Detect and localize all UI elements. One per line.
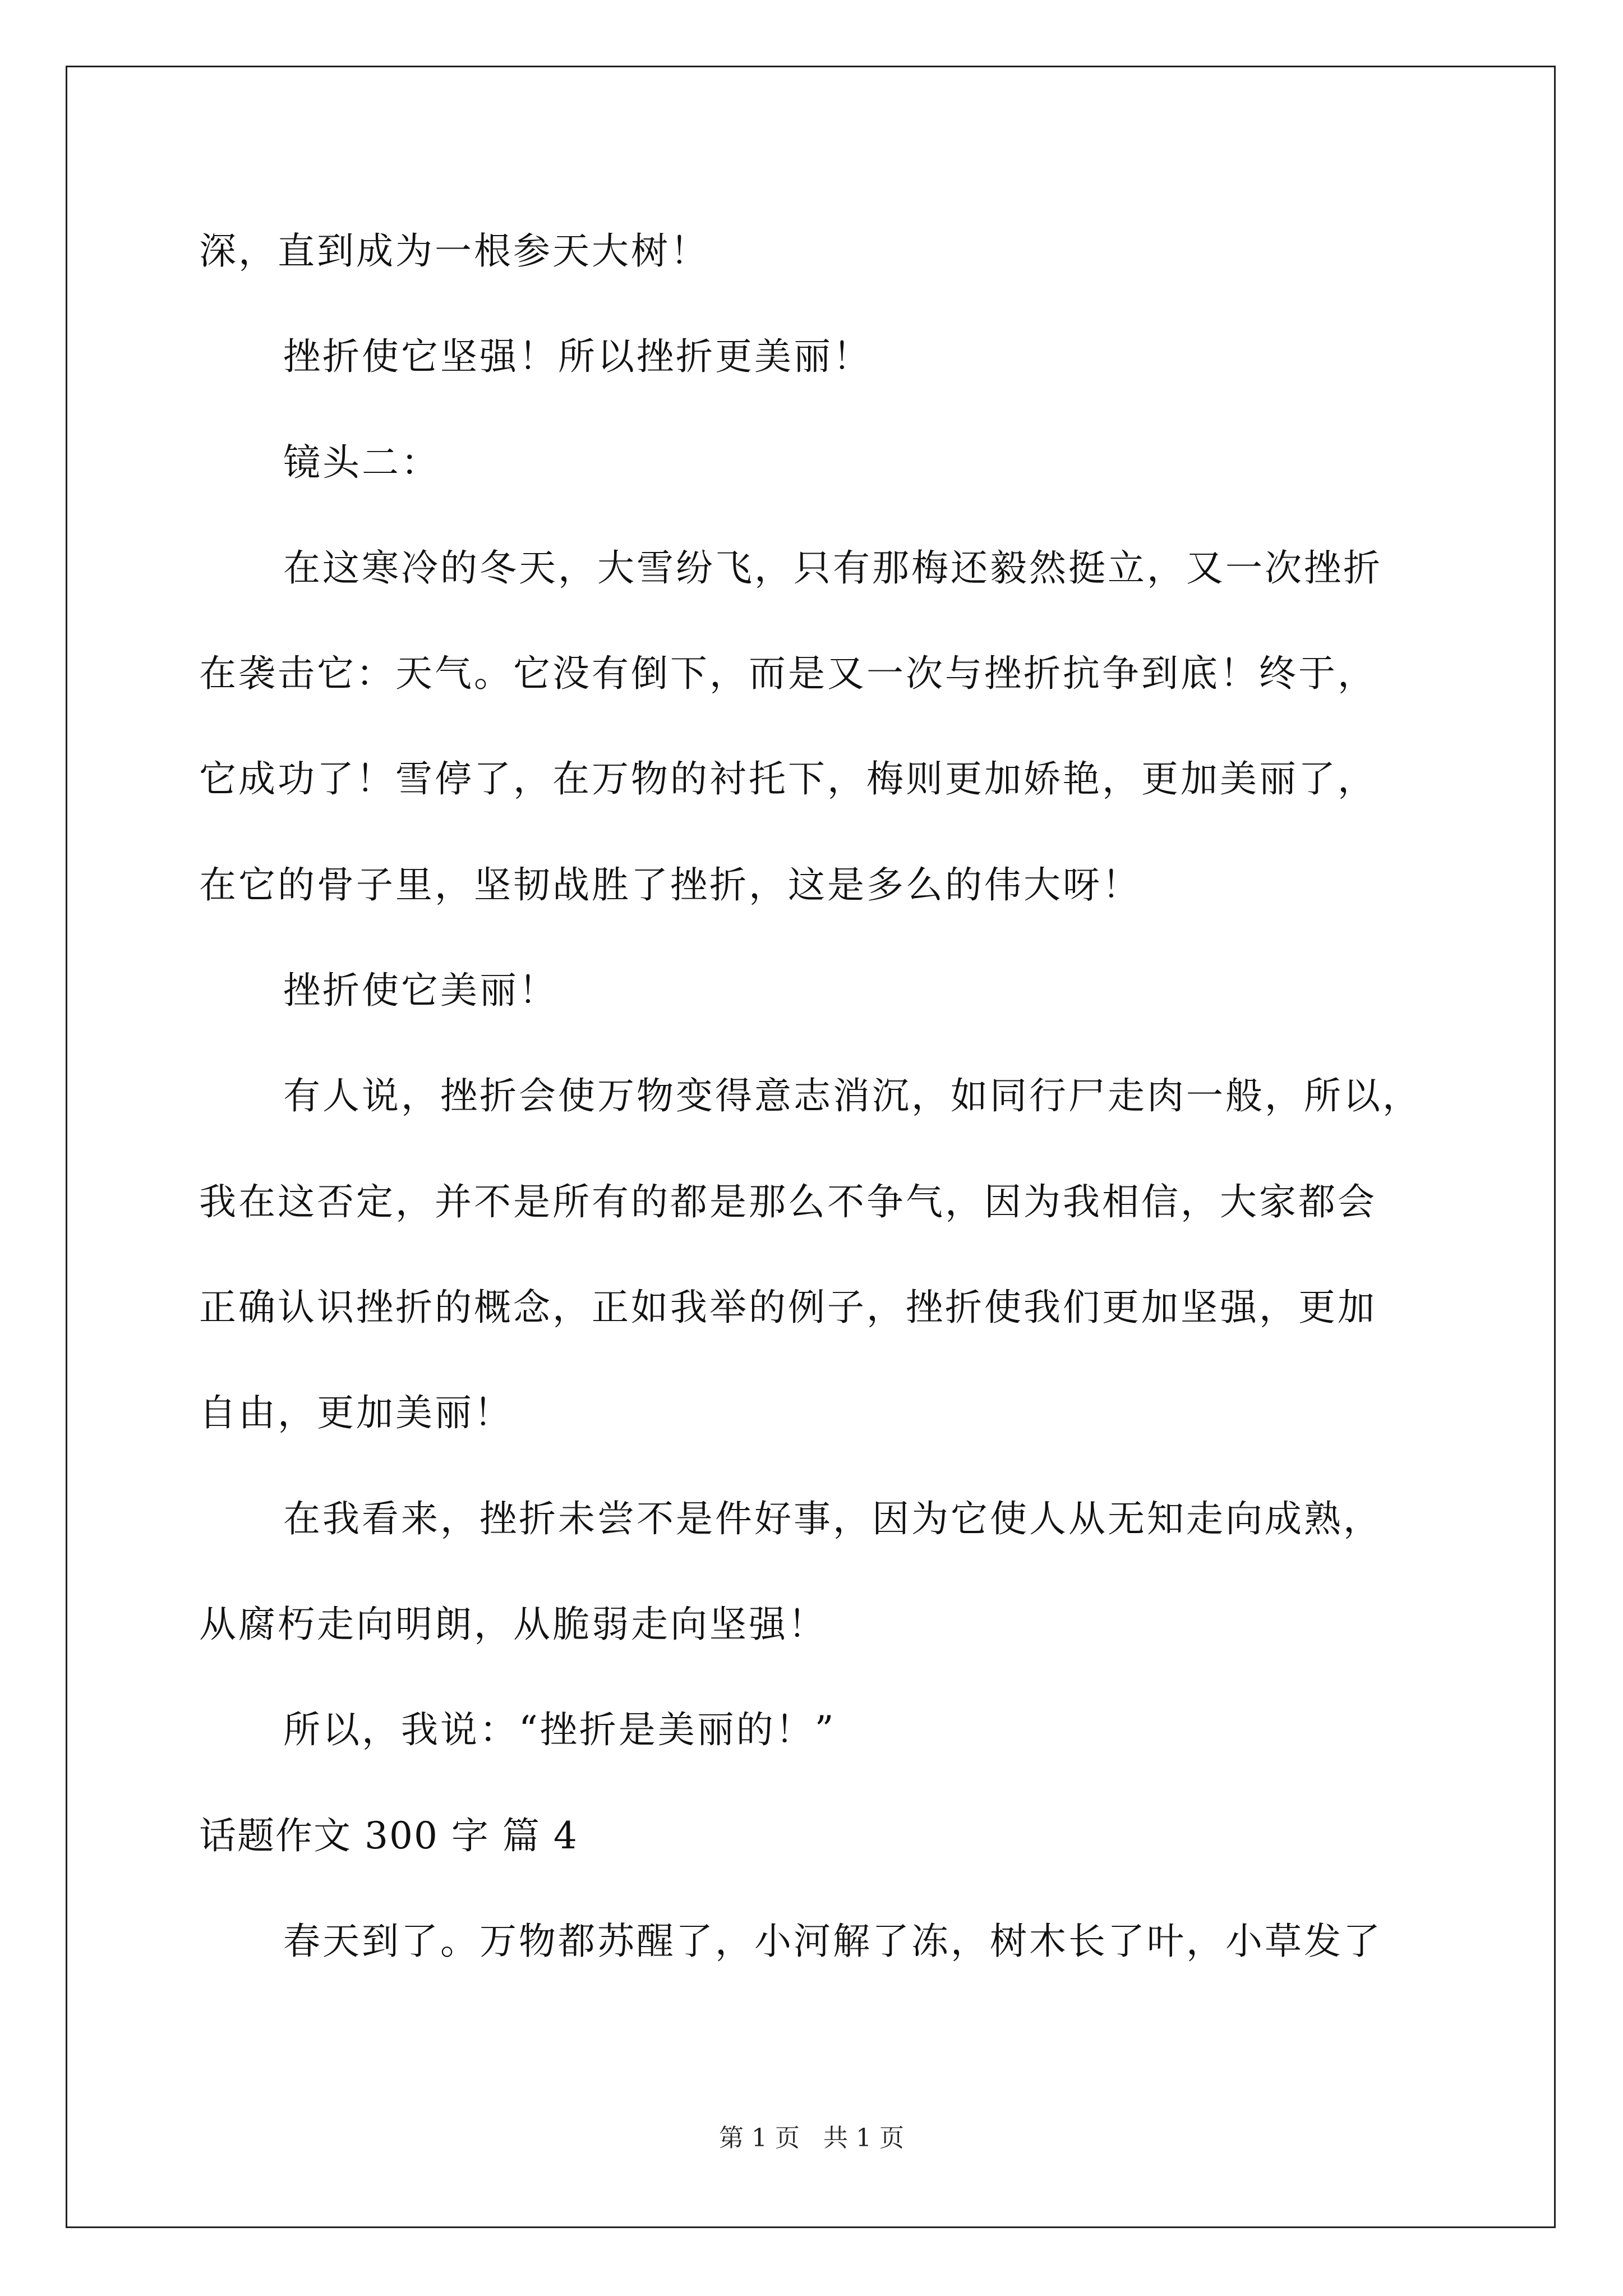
body-line-14: 从腐朽走向明朗，从脆弱走向坚强！ [199,1603,827,1646]
body-line-3: 镜头二： [283,441,440,484]
body-line-9: 有人说，挫折会使万物变得意志消沉，如同行尸走肉一般，所以， [283,1074,1422,1117]
body-line-7: 在它的骨子里，坚韧战胜了挫折，这是多么的伟大呀！ [199,863,1141,907]
body-line-12: 自由，更加美丽！ [199,1391,513,1434]
body-line-2: 挫折使它坚强！所以挫折更美丽！ [283,335,872,378]
body-line-1: 深，直到成为一根参天大树！ [199,229,709,273]
body-line-13: 在我看来，挫折未尝不是件好事，因为它使人从无知走向成熟， [283,1497,1382,1540]
page-footer: 第 1 页 共 1 页 [719,2124,904,2152]
body-line-11: 正确认识挫折的概念，正如我举的例子，挫折使我们更加坚强，更加 [199,1286,1377,1329]
body-line-10: 我在这否定，并不是所有的都是那么不争气，因为我相信，大家都会 [199,1180,1377,1223]
section-heading: 话题作文 300 字 篇 4 [199,1814,578,1857]
body-line-4: 在这寒冷的冬天，大雪纷飞，只有那梅还毅然挺立，又一次挫折 [283,546,1382,590]
page-border [66,66,1556,2228]
body-line-6: 它成功了！雪停了，在万物的衬托下，梅则更加娇艳，更加美丽了， [199,757,1377,800]
body-line-8: 挫折使它美丽！ [283,969,558,1012]
body-line-last: 春天到了。万物都苏醒了，小河解了冻，树木长了叶，小草发了 [283,1920,1382,1963]
body-line-5: 在袭击它：天气。它没有倒下，而是又一次与挫折抗争到底！终于， [199,652,1377,695]
body-line-15: 所以，我说：“挫折是美丽的！” [283,1708,836,1751]
